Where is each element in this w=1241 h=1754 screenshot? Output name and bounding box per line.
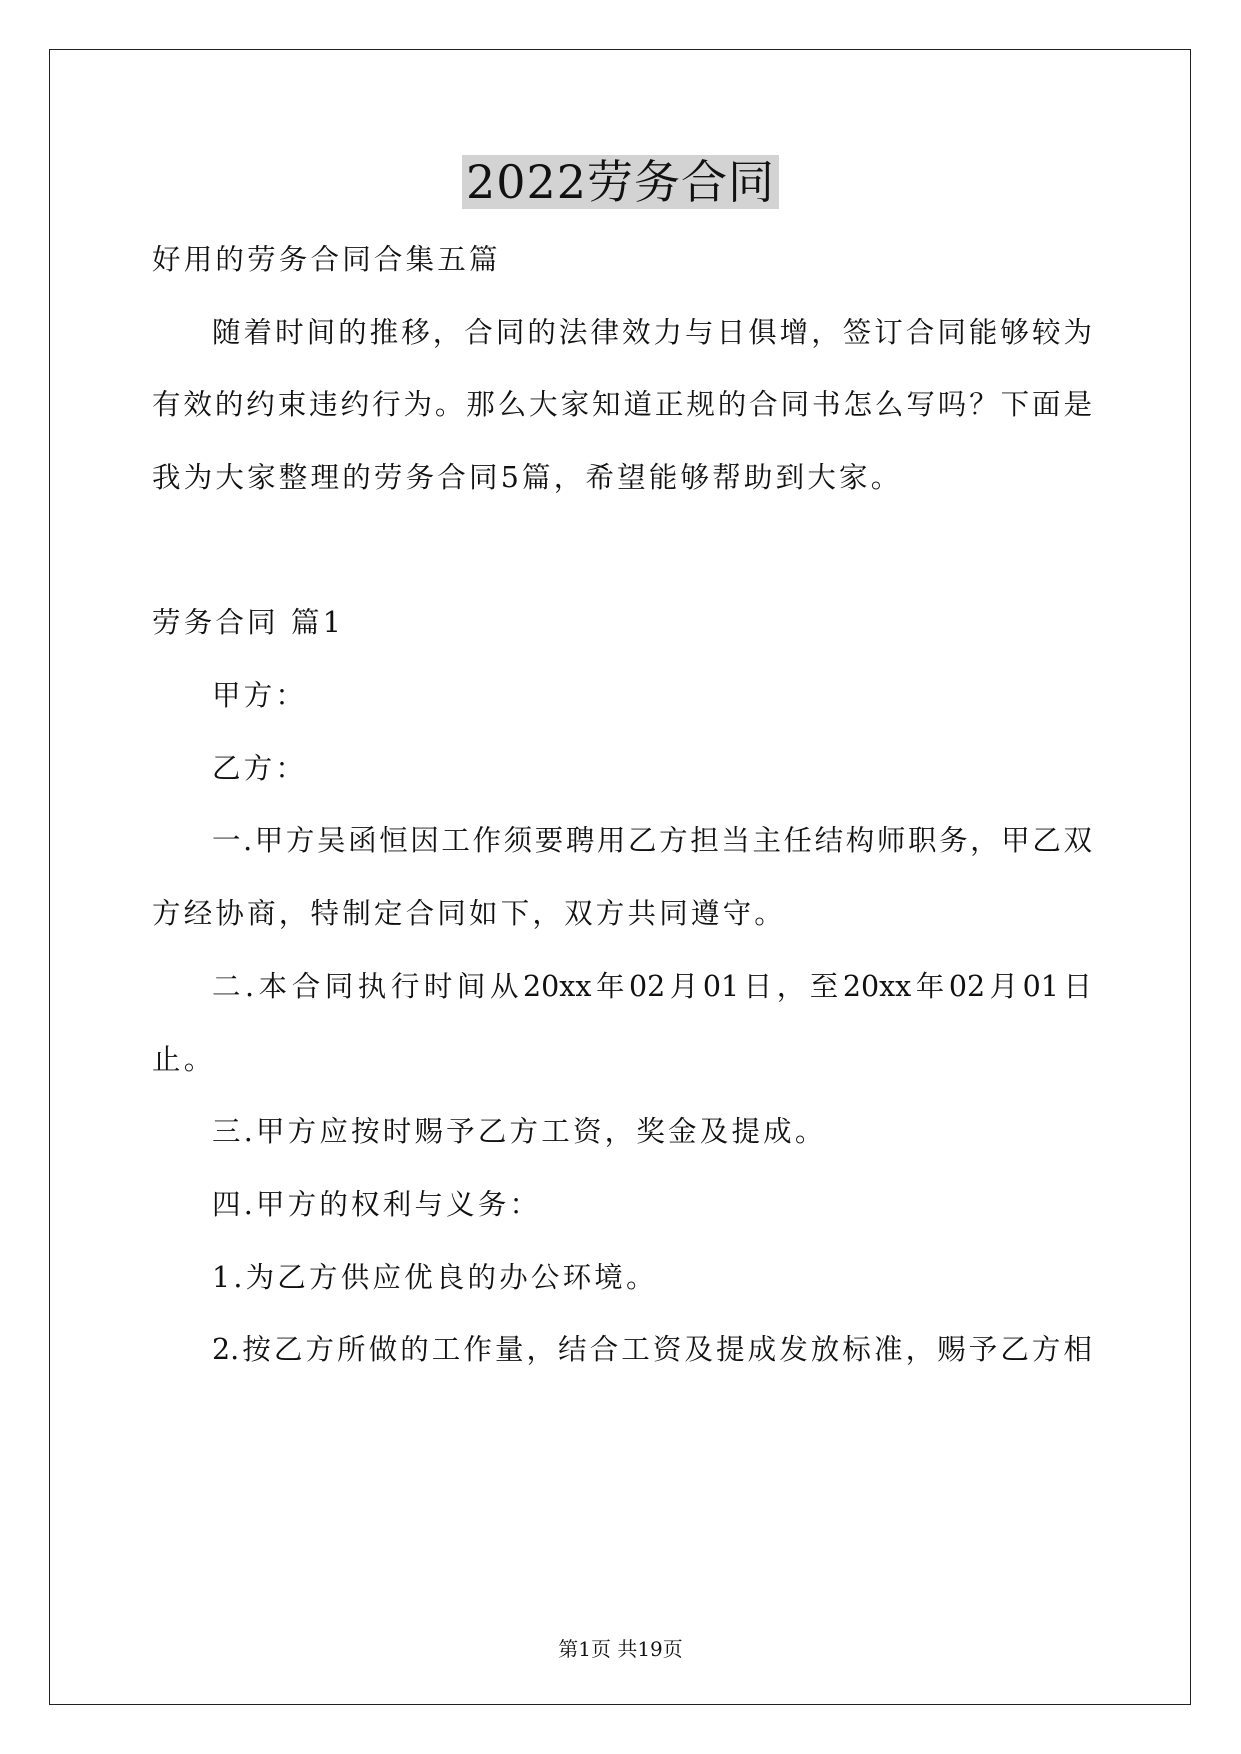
clause-line: 一.甲方吴函恒因工作须要聘用乙方担当主任结构师职务，甲乙双 (212, 824, 1092, 857)
clause-line: 二.本合同执行时间从20xx年02月01日，至20xx年02月01日 (212, 970, 1092, 1003)
intro-line: 我为大家整理的劳务合同5篇，希望能够帮助到大家。 (152, 461, 903, 494)
clause-line: 止。 (152, 1043, 216, 1076)
party-a-label: 甲方： (212, 679, 308, 712)
document-title-text: 2022劳务合同 (462, 155, 779, 209)
document-title (0, 150, 1241, 214)
party-b-label: 乙方： (212, 752, 308, 785)
clause-line: 方经协商，特制定合同如下，双方共同遵守。 (152, 897, 787, 930)
document-subtitle: 好用的劳务合同合集五篇 (152, 243, 501, 276)
page-border (49, 49, 1191, 1705)
intro-line: 随着时间的推移，合同的法律效力与日俱增，签订合同能够较为 (212, 316, 1092, 349)
section-heading: 劳务合同 篇1 (152, 606, 345, 639)
intro-line: 有效的约束违约行为。那么大家知道正规的合同书怎么写吗？下面是 (152, 388, 1092, 421)
clause-line: 1.为乙方供应优良的办公环境。 (212, 1261, 658, 1294)
page-number-footer: 第1页 共19页 (558, 1637, 683, 1661)
clause-line: 四.甲方的权利与义务： (212, 1188, 542, 1221)
clause-line: 2.按乙方所做的工作量，结合工资及提成发放标准，赐予乙方相 (212, 1333, 1092, 1366)
clause-line: 三.甲方应按时赐予乙方工资，奖金及提成。 (212, 1115, 827, 1148)
